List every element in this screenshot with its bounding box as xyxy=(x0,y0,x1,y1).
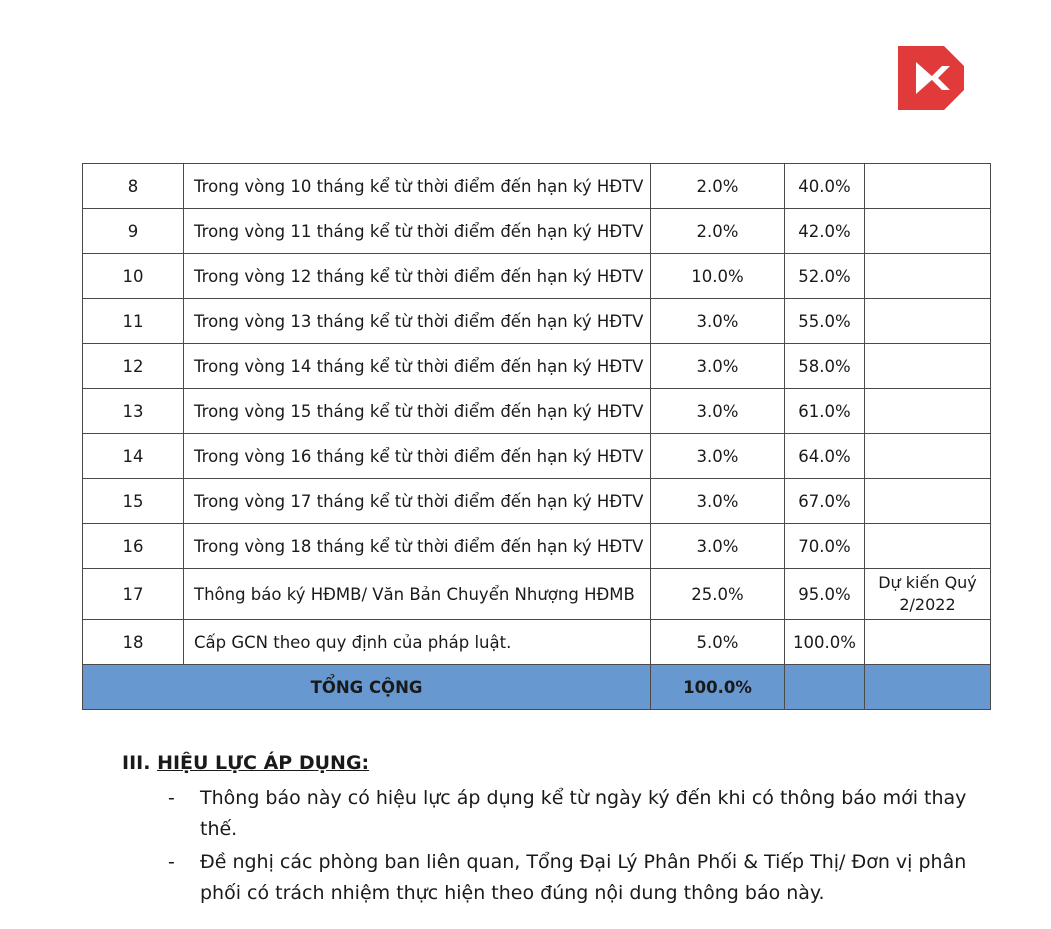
row-number: 13 xyxy=(83,389,184,434)
row-cumulative: 40.0% xyxy=(785,164,865,209)
row-cumulative: 42.0% xyxy=(785,209,865,254)
row-description: Trong vòng 16 tháng kể từ thời điểm đến hạn ký HĐTV xyxy=(184,434,651,479)
row-description: Thông báo ký HĐMB/ Văn Bản Chuyển Nhượng HĐMB xyxy=(184,569,651,620)
bullet-text: Thông báo này có hiệu lực áp dụng kể từ ngày ký đến khi có thông báo mới thay thế. xyxy=(200,787,967,840)
table-row xyxy=(83,299,991,344)
table-row xyxy=(83,344,991,389)
row-number: 17 xyxy=(83,569,184,620)
row-percent: 2.0% xyxy=(651,209,785,254)
payment-schedule-table xyxy=(82,163,991,710)
row-cumulative: 61.0% xyxy=(785,389,865,434)
bullet-item xyxy=(168,847,968,909)
row-percent: 5.0% xyxy=(651,620,785,665)
row-note xyxy=(865,209,991,254)
row-note xyxy=(865,620,991,665)
row-description: Cấp GCN theo quy định của pháp luật. xyxy=(184,620,651,665)
row-note xyxy=(865,344,991,389)
row-percent: 3.0% xyxy=(651,434,785,479)
row-note xyxy=(865,164,991,209)
bullet-item xyxy=(168,783,968,845)
row-number: 14 xyxy=(83,434,184,479)
table-row xyxy=(83,164,991,209)
row-cumulative: 95.0% xyxy=(785,569,865,620)
table-row xyxy=(83,620,991,665)
row-number: 8 xyxy=(83,164,184,209)
row-cumulative: 70.0% xyxy=(785,524,865,569)
row-description: Trong vòng 18 tháng kể từ thời điểm đến hạn ký HĐTV xyxy=(184,524,651,569)
row-number: 10 xyxy=(83,254,184,299)
row-cumulative: 64.0% xyxy=(785,434,865,479)
row-number: 16 xyxy=(83,524,184,569)
table-row xyxy=(83,524,991,569)
row-note xyxy=(865,434,991,479)
row-description: Trong vòng 17 tháng kể từ thời điểm đến hạn ký HĐTV xyxy=(184,479,651,524)
total-percent: 100.0% xyxy=(651,665,785,710)
row-description: Trong vòng 14 tháng kể từ thời điểm đến hạn ký HĐTV xyxy=(184,344,651,389)
row-note: Dự kiến Quý 2/2022 xyxy=(865,569,991,620)
row-description: Trong vòng 11 tháng kể từ thời điểm đến hạn ký HĐTV xyxy=(184,209,651,254)
row-note xyxy=(865,524,991,569)
row-cumulative: 58.0% xyxy=(785,344,865,389)
section-heading xyxy=(122,752,369,774)
row-number: 18 xyxy=(83,620,184,665)
row-description: Trong vòng 12 tháng kể từ thời điểm đến hạn ký HĐTV xyxy=(184,254,651,299)
company-logo xyxy=(898,46,964,110)
table-row xyxy=(83,209,991,254)
table-row xyxy=(83,569,991,620)
total-cumulative xyxy=(785,665,865,710)
section-bullets xyxy=(168,783,968,911)
row-percent: 3.0% xyxy=(651,344,785,389)
row-cumulative: 52.0% xyxy=(785,254,865,299)
row-cumulative: 100.0% xyxy=(785,620,865,665)
row-note xyxy=(865,479,991,524)
bullet-dash: - xyxy=(168,787,175,809)
bullet-dash: - xyxy=(168,851,175,873)
row-percent: 3.0% xyxy=(651,299,785,344)
row-percent: 3.0% xyxy=(651,479,785,524)
row-description: Trong vòng 13 tháng kể từ thời điểm đến hạn ký HĐTV xyxy=(184,299,651,344)
table-row xyxy=(83,254,991,299)
total-label: TỔNG CỘNG xyxy=(83,665,651,710)
table-row xyxy=(83,434,991,479)
table-row xyxy=(83,389,991,434)
row-note xyxy=(865,254,991,299)
row-description: Trong vòng 15 tháng kể từ thời điểm đến hạn ký HĐTV xyxy=(184,389,651,434)
bullet-text: Đề nghị các phòng ban liên quan, Tổng Đại Lý Phân Phối & Tiếp Thị/ Đơn vị phân phối có trách nhiệm thực hiện theo đúng nội dung thông báo này. xyxy=(200,851,967,904)
table-row xyxy=(83,479,991,524)
row-percent: 10.0% xyxy=(651,254,785,299)
row-cumulative: 67.0% xyxy=(785,479,865,524)
row-number: 11 xyxy=(83,299,184,344)
row-percent: 25.0% xyxy=(651,569,785,620)
section-title: HIỆU LỰC ÁP DỤNG: xyxy=(157,752,370,774)
row-percent: 3.0% xyxy=(651,524,785,569)
row-note xyxy=(865,299,991,344)
row-number: 12 xyxy=(83,344,184,389)
row-description: Trong vòng 10 tháng kể từ thời điểm đến hạn ký HĐTV xyxy=(184,164,651,209)
row-percent: 2.0% xyxy=(651,164,785,209)
row-note xyxy=(865,389,991,434)
row-number: 9 xyxy=(83,209,184,254)
row-number: 15 xyxy=(83,479,184,524)
section-number: III. xyxy=(122,752,151,774)
total-row xyxy=(83,665,991,710)
total-note xyxy=(865,665,991,710)
row-percent: 3.0% xyxy=(651,389,785,434)
row-cumulative: 55.0% xyxy=(785,299,865,344)
